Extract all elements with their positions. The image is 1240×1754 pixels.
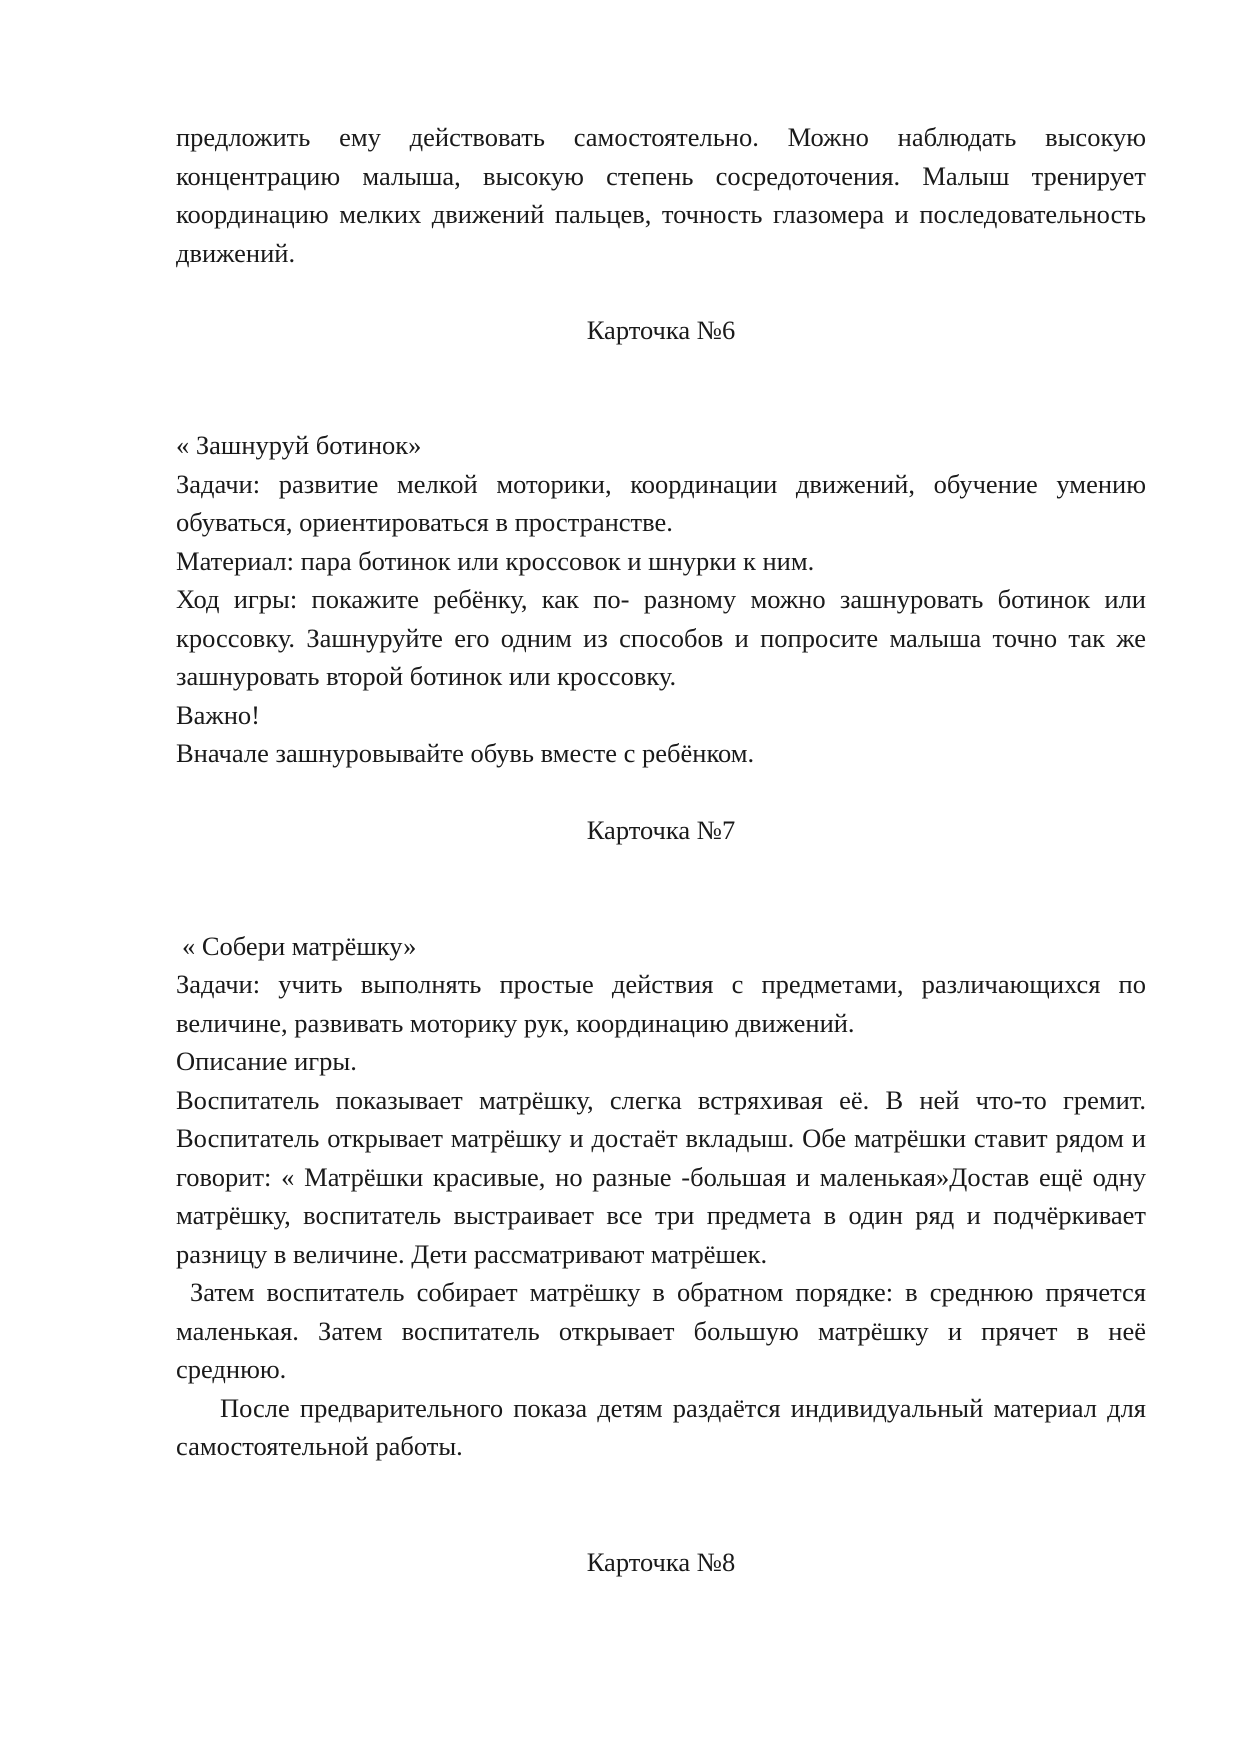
document-page — [176, 118, 1146, 1581]
card-8-title: Карточка №8 — [586, 1546, 736, 1577]
card-6-course: Ход игры: покажите ребёнку, как по- разному можно зашнуровать ботинок или кроссовку. Зашнуруйте его одним из способов и попросите малыша точно так же зашнуровать второй ботинок или кроссовку. — [176, 584, 1146, 691]
card-6-material: Материал: пара ботинок или кроссовок и шнурки к ним. — [176, 545, 815, 576]
card-6-tasks: Задачи: развитие мелкой моторики, координации движений, обучение умению обуваться, ориентироваться в пространстве. — [176, 468, 1146, 537]
card-7-title: Карточка №7 — [586, 815, 736, 845]
card-6-title: Карточка №6 — [586, 314, 736, 345]
card-6-game-name: « Зашнуруй ботинок» — [176, 430, 422, 460]
card-7-tasks: Задачи: учить выполнять простые действия с предметами, различающихся по величине, развивать моторику рук, координацию движений. — [176, 969, 1146, 1038]
card-7-description-1: Воспитатель показывает матрёшку, слегка встряхивая её. В ней что-то гремит. Воспитатель открывает матрёшку и достаёт вкладыш. Обе матрёшки ставит рядом и говорит: « Матрёшки красивые, но разные -большая и маленькая»Достав ещё одну матрёшку, воспитатель выстраивает все три предмета в один ряд и подчёркивает разницу в величине. Дети рассматривают матрёшек. — [176, 1084, 1146, 1269]
card-7-description-2: Затем воспитатель собирает матрёшку в обратном порядке: в среднюю прячется маленькая. Затем воспитатель открывает большую матрёшку и прячет в неё среднюю. — [176, 1277, 1146, 1384]
card-6-important: Важно! — [176, 699, 261, 730]
card-7-description-label: Описание игры. — [176, 1046, 357, 1076]
card-7-description-3: После предварительного показа детям раздаётся индивидуальный материал для самостоятельной работы. — [176, 1392, 1146, 1461]
card-6-note: Вначале зашнуровывайте обувь вместе с ребёнком. — [176, 738, 755, 768]
intro-paragraph: предложить ему действовать самостоятельно. Можно наблюдать высокую концентрацию малыша, высокую степень сосредоточения. Малыш тренирует координацию мелких движений пальцев, точность глазомера и последовательность движений. — [176, 122, 1146, 268]
card-7-game-name: « Собери матрёшку» — [182, 930, 417, 961]
